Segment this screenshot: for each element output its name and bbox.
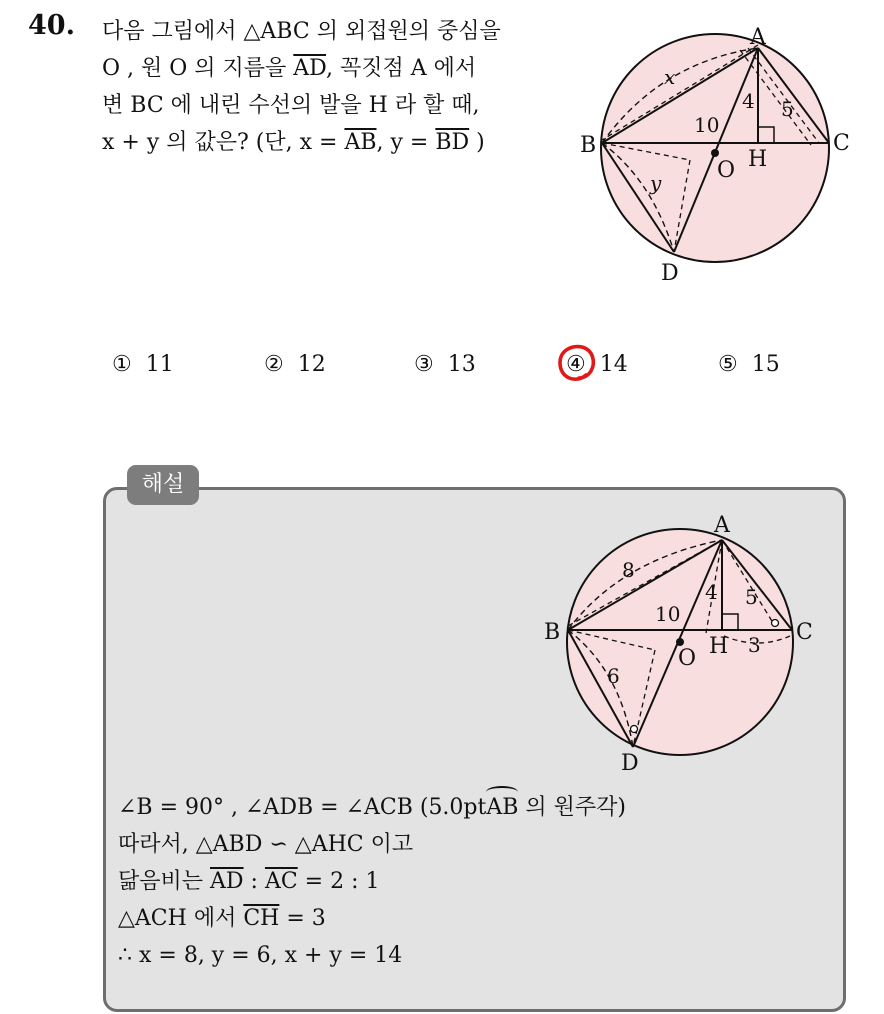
label-h: H <box>709 634 729 659</box>
label-6: 6 <box>607 664 620 688</box>
label-5: 5 <box>781 97 794 121</box>
solution-tag: 해설 <box>127 465 199 505</box>
label-d: D <box>621 751 639 776</box>
angle-mark-d <box>631 726 638 733</box>
segment-ch: $\overline{CH}$ <box>243 905 280 931</box>
text: 닮음비는 <box>118 868 211 894</box>
label-5: 5 <box>745 585 758 609</box>
label-o: O <box>678 646 697 671</box>
solution-line-4 <box>118 901 626 938</box>
text: O , 원 O 의 지름을 <box>102 55 294 81</box>
label-y: y <box>650 171 662 195</box>
text: : <box>243 868 265 894</box>
text: , 꼭짓점 A 에서 <box>326 55 477 81</box>
solution-text <box>118 790 626 975</box>
choice-value: 12 <box>297 352 326 377</box>
solution-line-3 <box>118 864 626 901</box>
label-a: A <box>714 513 730 538</box>
solution-line-5: ∴ x = 8, y = 6, x + y = 14 <box>118 942 403 968</box>
label-4: 4 <box>742 89 755 113</box>
text: , y = <box>376 129 436 155</box>
text: △ACH 에서 <box>118 905 244 931</box>
label-c: C <box>833 131 850 156</box>
label-d: D <box>661 261 679 286</box>
segment-ab: $\overline{AB}$ <box>344 129 377 155</box>
label-4: 4 <box>705 580 718 604</box>
choice-number: ① <box>112 352 132 377</box>
label-b: B <box>544 620 561 645</box>
label-h: H <box>748 147 768 172</box>
label-3: 3 <box>748 633 761 657</box>
choice-value: 14 <box>599 352 628 377</box>
solution-line-1 <box>118 790 626 827</box>
choice-value: 13 <box>447 352 476 377</box>
choice-value: 15 <box>751 352 780 377</box>
segment-bd: $\overline{BD}$ <box>435 129 470 155</box>
label-10: 10 <box>655 602 681 626</box>
text: 의 원주각) <box>518 795 626 820</box>
segment-ac: $\overline{AC}$ <box>264 868 298 894</box>
arc-ab: AB <box>486 790 518 827</box>
choice-number: ③ <box>414 352 434 377</box>
text: ∠B = 90° , ∠ADB = ∠ACB (5.0pt <box>118 795 487 820</box>
label-c: C <box>796 620 813 645</box>
text: = 2 : 1 <box>297 868 380 894</box>
segment-ad: $\overline{AD}$ <box>293 55 327 81</box>
question-number: 40. <box>28 10 75 41</box>
label-8: 8 <box>622 558 635 582</box>
center-point-o <box>676 638 684 646</box>
label-x: x <box>664 65 676 89</box>
text: = 3 <box>279 905 326 931</box>
label-o: O <box>717 158 736 183</box>
angle-mark-c <box>772 620 779 627</box>
question-line-1: 다음 그림에서 △ABC 의 외접원의 중심을 <box>102 19 501 44</box>
label-b: B <box>580 133 597 158</box>
text: ) <box>469 129 485 155</box>
choice-value: 11 <box>145 352 174 377</box>
label-10: 10 <box>694 113 720 137</box>
text: x + y 의 값은? (단, x = <box>102 129 345 155</box>
question-line-3: 변 BC 에 내린 수선의 발을 H 라 할 때, <box>102 92 480 118</box>
label-a: A <box>750 25 766 50</box>
choice-number: ④ <box>566 352 586 377</box>
segment-ad: $\overline{AD}$ <box>210 868 244 894</box>
choice-number: ⑤ <box>718 352 738 377</box>
choice-number: ② <box>264 352 284 377</box>
solution-line-2: 따라서, △ABD ∽ △AHC 이고 <box>118 831 414 857</box>
